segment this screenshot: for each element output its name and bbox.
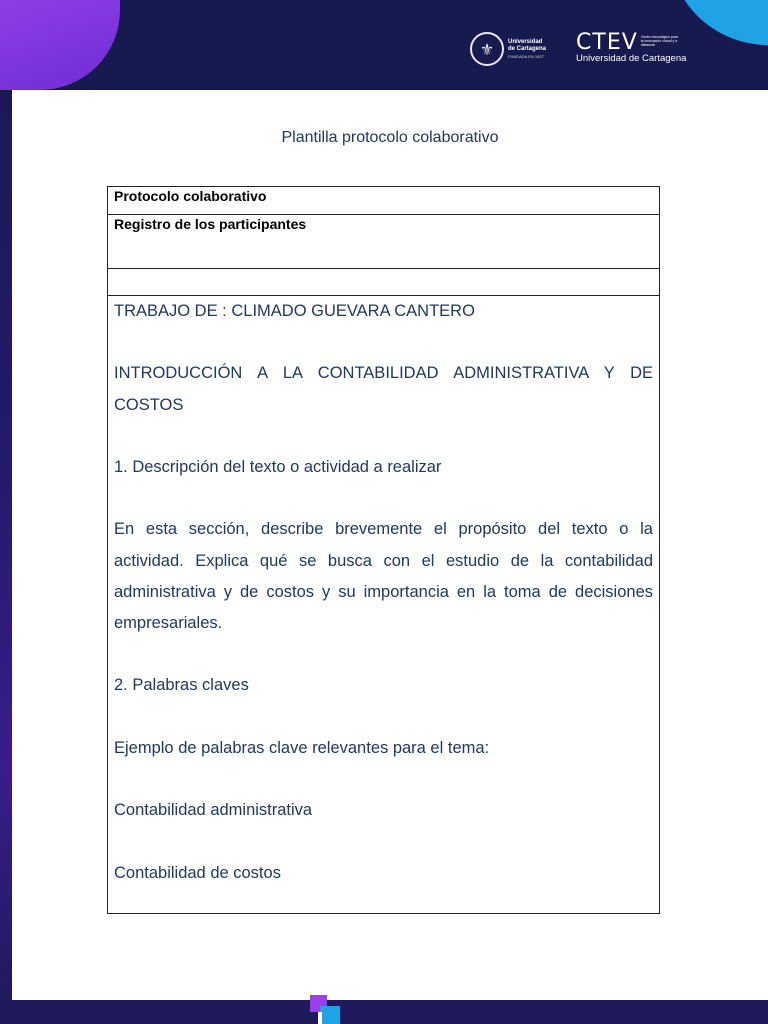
ctev-logo-subtitle: Universidad de Cartagena — [576, 53, 687, 64]
footer-white-bar — [318, 1012, 322, 1024]
university-seal-icon: ⚜ — [470, 32, 504, 66]
header-banner — [0, 0, 768, 90]
header-logos — [470, 32, 686, 66]
table-row-participants: Registro de los participantes — [108, 215, 659, 269]
section1-heading: 1. Descripción del texto o actividad a realizar — [114, 457, 442, 476]
ctev-logo — [576, 30, 687, 65]
university-logo-text — [508, 39, 546, 60]
subject-line: INTRODUCCIÓN A LA CONTABILIDAD ADMINISTRATIVA Y DE COSTOS — [114, 364, 653, 414]
table-row-empty — [108, 269, 659, 296]
author-line: TRABAJO DE : CLIMADO GUEVARA CANTERO — [114, 302, 475, 320]
keyword-item: Contabilidad administrativa — [114, 801, 313, 820]
keywords-intro: Ejemplo de palabras clave relevantes para el tema: — [114, 738, 490, 757]
footer-cyan-square — [320, 1006, 340, 1024]
university-logo — [470, 32, 546, 66]
section1-body: En esta sección, describe brevemente el propósito del texto o la actividad. Explica qué se busca con el estudio de la contabilidad administrativa y de costos y su importancia en la toma de decisiones empresariales. — [114, 520, 653, 632]
section2-heading: 2. Palabras claves — [114, 676, 249, 695]
ctev-logo-tagline: Centro tecnológico para la innovación virtual y a distancia — [640, 35, 678, 47]
university-logo-line3: FUNDADA EN 1827 — [508, 53, 544, 59]
university-logo-line2: de Cartagena — [508, 45, 547, 52]
ctev-logo-word: CTEV — [576, 30, 638, 55]
table-row-protocol: Protocolo colaborativo — [108, 187, 659, 215]
document-page — [12, 90, 768, 1000]
table-row-content — [108, 296, 659, 913]
university-logo-line1: Universidad — [508, 38, 543, 45]
document-title: Plantilla protocolo colaborativo — [281, 129, 499, 146]
keyword-item: Contabilidad de costos — [114, 863, 281, 882]
protocol-table — [107, 186, 660, 914]
purple-corner-shape — [0, 0, 120, 90]
